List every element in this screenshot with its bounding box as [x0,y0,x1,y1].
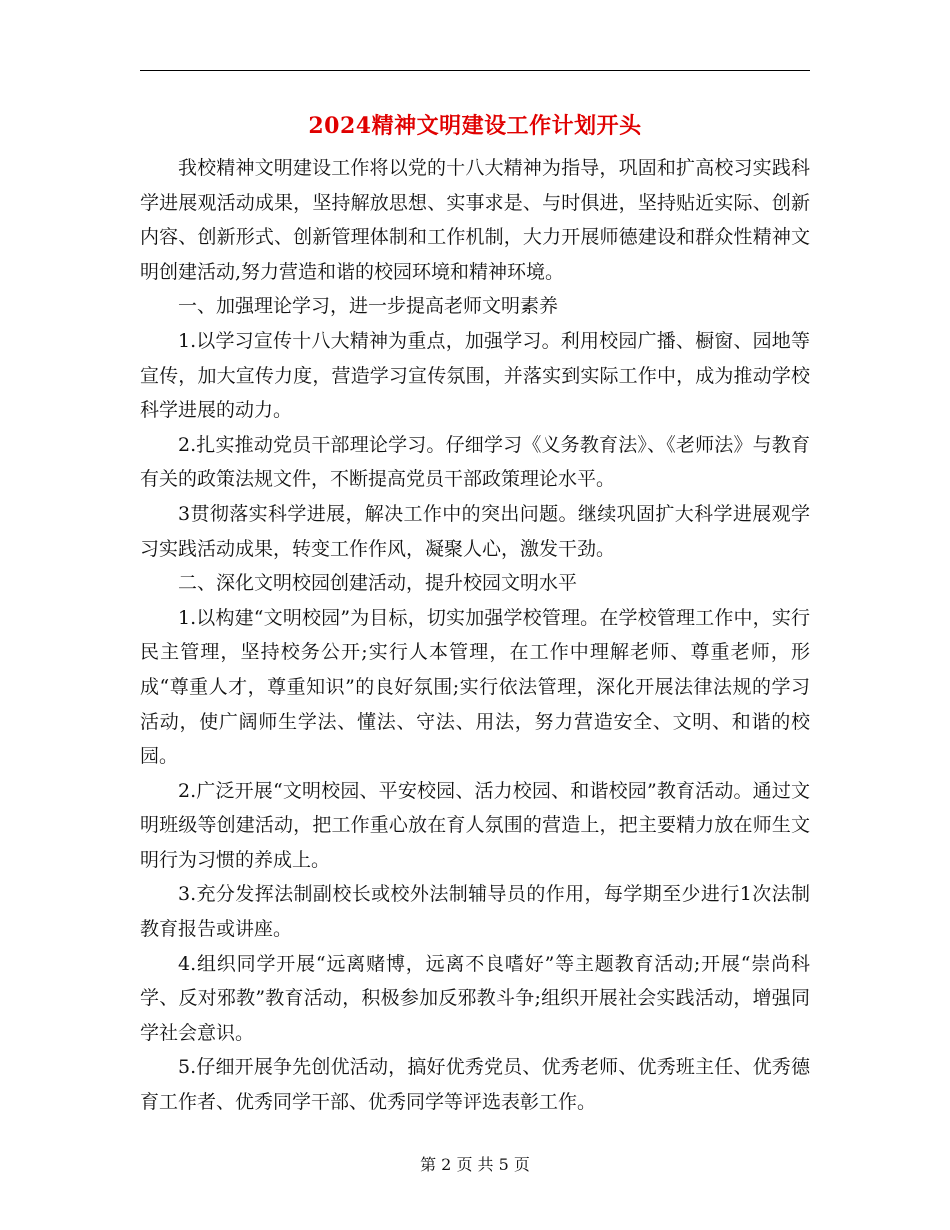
paragraph-2-3: 3.充分发挥法制副校长或校外法制辅导员的作用，每学期至少进行1次法制教育报告或讲座。 [140,883,810,941]
paragraph-2-1: 1.以构建“文明校园”为目标，切实加强学校管理。在学校管理工作中，实行民主管理，坚持校务公开;实行人本管理，在工作中理解老师、尊重老师，形成“尊重人才，尊重知识”的良好氛围;实行依法管理，深化开展法律法规的学习活动，使广阔师生学法、懂法、守法、用法，努力营造安全、文明、和谐的校园。 [140,606,810,768]
document-title: 2024精神文明建设工作计划开头 [308,113,642,139]
paragraph-2-4: 4.组织同学开展“远离赌博，远离不良嗜好”等主题教育活动;开展“崇尚科学、反对邪教”教育活动，积极参加反邪教斗争;组织开展社会实践活动，增强同学社会意识。 [140,952,810,1044]
paragraph-1-2: 2.扎实推动党员干部理论学习。仔细学习《义务教育法》、《老师法》与教育有关的政策法规文件，不断提高党员干部政策理论水平。 [140,433,810,491]
paragraph-2-5: 5.仔细开展争先创优活动，搞好优秀党员、优秀老师、优秀班主任、优秀德育工作者、优秀同学干部、优秀同学等评选表彰工作。 [140,1056,810,1114]
paragraph-1-3: 3贯彻落实科学进展，解决工作中的突出问题。继续巩固扩大科学进展观学习实践活动成果，转变工作作风，凝聚人心，激发干劲。 [140,502,810,560]
page-number: 第 2 页 共 5 页 [420,1155,530,1174]
paragraph-2-2: 2.广泛开展“文明校园、平安校园、活力校园、和谐校园”教育活动。通过文明班级等创建活动，把工作重心放在育人氛围的营造上，把主要精力放在师生文明行为习惯的养成上。 [140,779,810,871]
document-body [140,151,810,1120]
section-heading-2: 二、深化文明校园创建活动，提升校园文明水平 [178,572,578,595]
section-heading-1: 一、加强理论学习，进一步提高老师文明素养 [178,295,559,318]
header-rule [140,70,810,71]
paragraph-intro: 我校精神文明建设工作将以党的十八大精神为指导，巩固和扩高校习实践科学进展观活动成果，坚持解放思想、实事求是、与时俱进，坚持贴近实际、创新内容、创新形式、创新管理体制和工作机制，大力开展师德建设和群众性精神文明创建活动,努力营造和谐的校园环境和精神环境。 [140,157,810,283]
paragraph-1-1: 1.以学习宣传十八大精神为重点，加强学习。利用校园广播、橱窗、园地等宣传，加大宣传力度，营造学习宣传氛围，并落实到实际工作中，成为推动学校科学进展的动力。 [140,329,810,422]
